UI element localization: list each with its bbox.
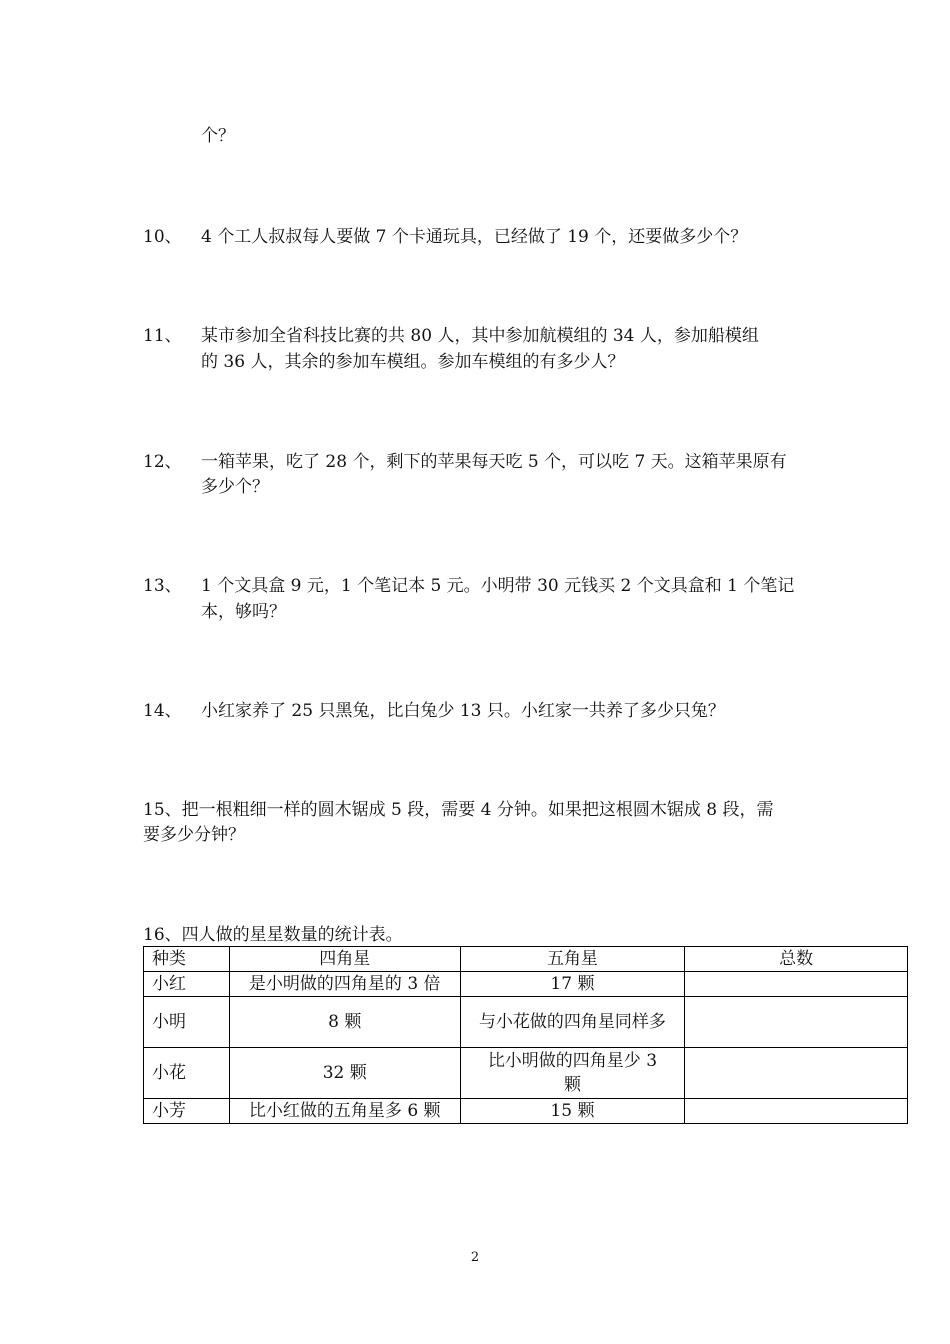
table-row (144, 1048, 908, 1099)
header-total: 总数 (685, 947, 908, 972)
row-five-point: 比小明做的四角星少 3 颗 (460, 1048, 685, 1099)
row-four-point: 是小明做的四角星的 3 倍 (229, 972, 460, 997)
row-five-point: 与小花做的四角星同样多 (460, 997, 685, 1048)
row-total (685, 1048, 908, 1099)
row-five-point: 17 颗 (460, 972, 685, 997)
row-total (685, 972, 908, 997)
question-15-text-line2: 要多少分钟？ (143, 825, 245, 845)
row-four-point: 8 颗 (229, 997, 460, 1048)
header-five-point-star: 五角星 (460, 947, 685, 972)
page-number: 2 (470, 1250, 480, 1265)
row-five-point: 15 颗 (460, 1099, 685, 1124)
row-total (685, 1099, 908, 1124)
header-type: 种类 (144, 947, 230, 972)
question-16-title: 16、四人做的星星数量的统计表。 (143, 925, 403, 945)
question-12-text-line2: 多少个？ (201, 477, 269, 497)
row-name: 小红 (144, 972, 230, 997)
question-11-text-line2: 的 36 人，其余的参加车模组。参加车模组的有多少人？ (201, 352, 625, 372)
table-row (144, 972, 908, 997)
row-four-point: 比小红做的五角星多 6 颗 (229, 1099, 460, 1124)
continuation-text: 个？ (201, 126, 235, 146)
question-14-text: 小红家养了 25 只黑兔，比白兔少 13 只。小红家一共养了多少只兔？ (201, 701, 725, 721)
question-10-text: 4 个工人叔叔每人要做 7 个卡通玩具，已经做了 19 个，还要做多少个？ (201, 227, 748, 247)
row-name: 小芳 (144, 1099, 230, 1124)
table-row (144, 1099, 908, 1124)
question-13-number: 13、 (143, 576, 182, 596)
question-15-text-line1: 15、把一根粗细一样的圆木锯成 5 段，需要 4 分钟。如果把这根圆木锯成 8 段，需 (143, 800, 774, 820)
table-row (144, 997, 908, 1048)
row-four-point: 32 颗 (229, 1048, 460, 1099)
header-four-point-star: 四角星 (229, 947, 460, 972)
star-count-table (143, 946, 908, 1124)
question-12-number: 12、 (143, 452, 182, 472)
row-name: 小花 (144, 1048, 230, 1099)
question-11-number: 11、 (143, 326, 182, 346)
row-total (685, 997, 908, 1048)
table-header-row (144, 947, 908, 972)
question-12-text-line1: 一箱苹果，吃了 28 个，剩下的苹果每天吃 5 个，可以吃 7 天。这箱苹果原有 (201, 452, 787, 472)
row-name: 小明 (144, 997, 230, 1048)
question-10-number: 10、 (143, 227, 182, 247)
question-13-text-line2: 本，够吗？ (201, 602, 286, 622)
question-14-number: 14、 (143, 701, 182, 721)
question-13-text-line1: 1 个文具盒 9 元，1 个笔记本 5 元。小明带 30 元钱买 2 个文具盒和 1 个笔记 (201, 576, 795, 596)
question-11-text-line1: 某市参加全省科技比赛的共 80 人，其中参加航模组的 34 人，参加船模组 (201, 326, 759, 346)
